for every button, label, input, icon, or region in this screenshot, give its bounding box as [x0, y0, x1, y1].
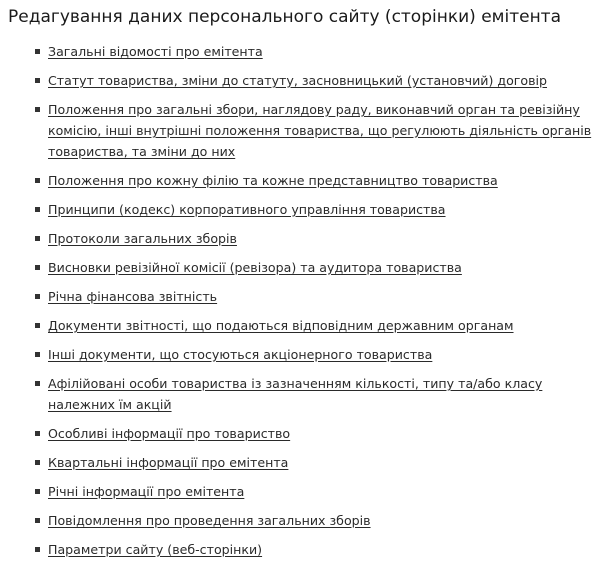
link-audit-conclusions[interactable]: Висновки ревізійної комісії (ревізора) та аудитора товариства — [48, 260, 462, 275]
list-item — [0, 170, 606, 191]
link-annual-info[interactable]: Річні інформації про емітента — [48, 484, 245, 499]
list-item — [0, 373, 606, 415]
list-item — [0, 344, 606, 365]
link-quarterly-info[interactable]: Квартальні інформації про емітента — [48, 455, 289, 470]
list-item — [0, 99, 606, 162]
list-item — [0, 452, 606, 473]
list-item — [0, 423, 606, 444]
link-regulations[interactable]: Положення про загальні збори, наглядову раду, виконавчий орган та ревізійну комісію, інші внутрішні положення товариства, що регулюють діяльність органів товариства, та зміни до них — [48, 102, 592, 159]
link-general-info[interactable]: Загальні відомості про емітента — [48, 44, 263, 59]
page-title: Редагування даних персонального сайту (сторінки) емітента — [8, 7, 561, 27]
list-item — [0, 228, 606, 249]
list-item — [0, 286, 606, 307]
link-reporting-documents[interactable]: Документи звітності, що подаються відповідним державним органам — [48, 318, 514, 333]
link-affiliated-persons[interactable]: Афілійовані особи товариства із зазначенням кількості, типу та/або класу належних їм акцій — [48, 376, 543, 412]
link-meeting-notice[interactable]: Повідомлення про проведення загальних зборів — [48, 513, 371, 528]
list-item — [0, 481, 606, 502]
list-item — [0, 510, 606, 531]
list-item — [0, 257, 606, 278]
list-item — [0, 199, 606, 220]
link-site-parameters[interactable]: Параметри сайту (веб-сторінки) — [48, 542, 263, 557]
link-other-documents[interactable]: Інші документи, що стосуються акціонерного товариства — [48, 347, 433, 362]
link-annual-financial[interactable]: Річна фінансова звітність — [48, 289, 218, 304]
menu-list — [0, 41, 606, 568]
link-statute[interactable]: Статут товариства, зміни до статуту, засновницький (установчий) договір — [48, 73, 548, 88]
list-item — [0, 41, 606, 62]
list-item — [0, 315, 606, 336]
link-branches[interactable]: Положення про кожну філію та кожне представництво товариства — [48, 173, 498, 188]
link-meeting-minutes[interactable]: Протоколи загальних зборів — [48, 231, 237, 246]
link-governance-code[interactable]: Принципи (кодекс) корпоративного управління товариства — [48, 202, 446, 217]
list-item — [0, 539, 606, 560]
link-special-info[interactable]: Особливі інформації про товариство — [48, 426, 291, 441]
list-item — [0, 70, 606, 91]
